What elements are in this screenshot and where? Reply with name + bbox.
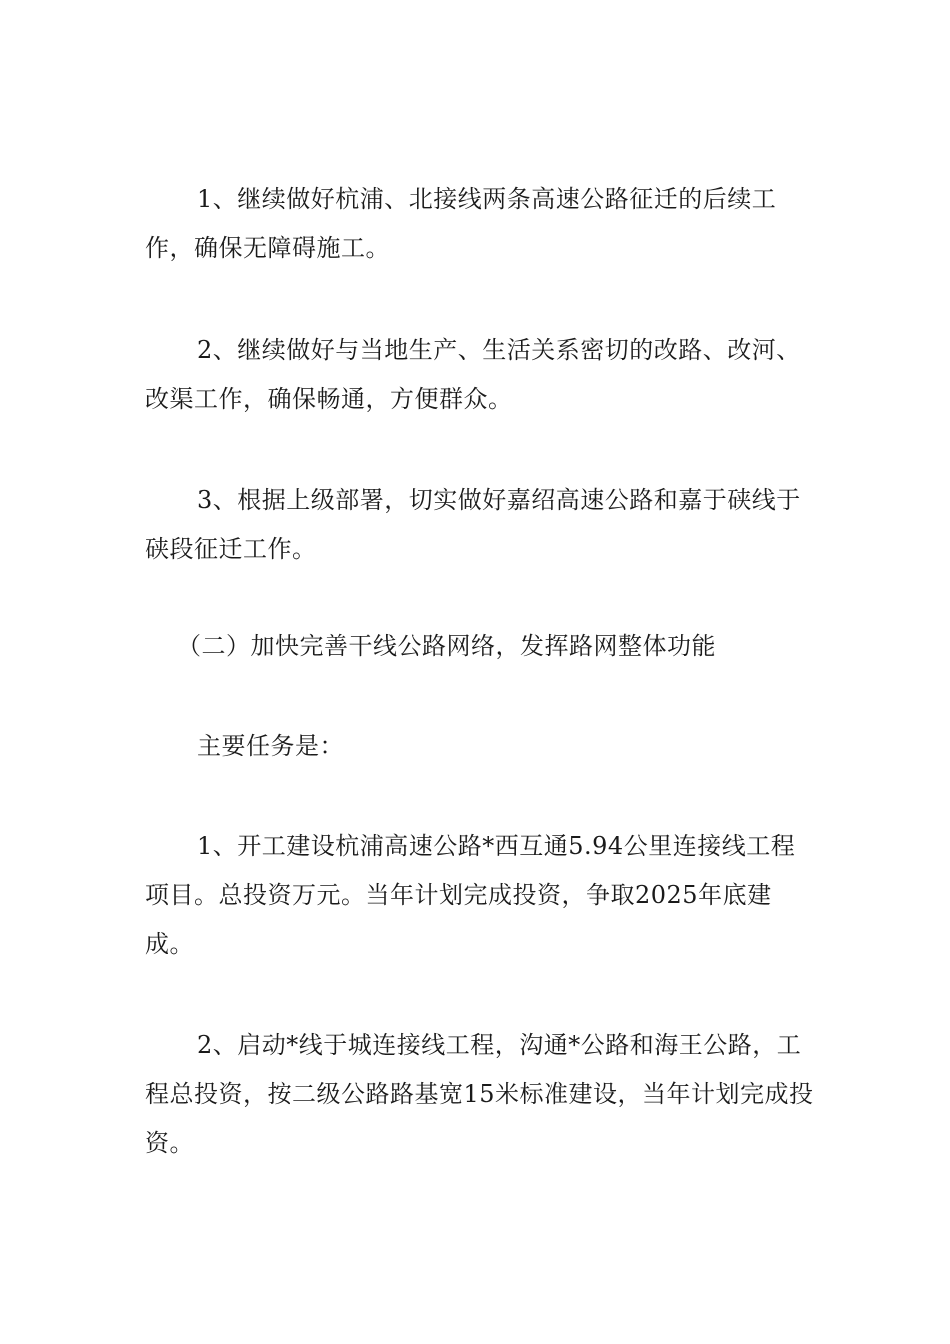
task-item-2: 2、启动*线于城连接线工程，沟通*公路和海王公路，工程总投资，按二级公路路基宽15米标准建设，当年计划完成投资。 bbox=[145, 1031, 814, 1157]
task-intro: 主要任务是： bbox=[197, 732, 344, 760]
paragraph-3: 3、根据上级部署，切实做好嘉绍高速公路和嘉于硖线于硖段征迁工作。 bbox=[145, 486, 801, 563]
paragraph-2: 2、继续做好与当地生产、生活关系密切的改路、改河、改渠工作，确保畅通，方便群众。 bbox=[145, 336, 801, 413]
task-item-1: 1、开工建设杭浦高速公路*西互通5.94公里连接线工程项目。总投资万元。当年计划完成投资，争取2025年底建成。 bbox=[145, 832, 796, 958]
section-heading: （二）加快完善干线公路网络，发挥路网整体功能 bbox=[177, 632, 716, 660]
paragraph-1: 1、继续做好杭浦、北接线两条高速公路征迁的后续工作，确保无障碍施工。 bbox=[145, 185, 777, 262]
